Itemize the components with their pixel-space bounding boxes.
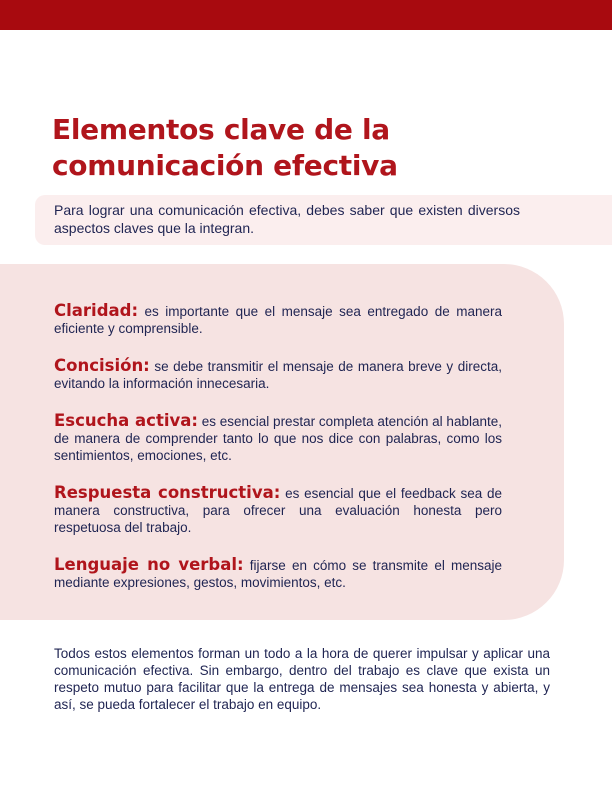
element-respuesta-constructiva [54, 484, 502, 536]
element-term: Respuesta constructiva: [54, 483, 281, 502]
closing-paragraph: Todos estos elementos forman un todo a la hora de querer impulsar y aplicar una comunicación efectiva. Sin embargo, dentro del trabajo es clave que exista un respeto mutuo para facilitar que la entrega de mensajes sea honesta y abierta, y así, se pueda fortalecer el trabajo en equipo. [54, 646, 550, 712]
element-term: Concisión: [54, 356, 150, 375]
element-term: Escucha activa: [54, 411, 198, 430]
element-claridad [54, 302, 502, 337]
element-description: fijarse en cómo se transmite el mensaje mediante expresiones, gestos, movimientos, etc. [54, 558, 503, 590]
element-term: Claridad: [54, 301, 139, 320]
element-term: Lenguaje no verbal: [54, 555, 244, 574]
intro-text: Para lograr una comunicación efectiva, debes saber que existen diversos aspectos claves que la integran. [54, 202, 520, 236]
element-concision [54, 357, 502, 392]
page-title: Elementos clave de la comunicación efectiva [52, 113, 398, 182]
element-description: es esencial que el feedback sea de manera constructiva, para ofrecer una evaluación honesta pero respetuosa del trabajo. [54, 486, 502, 535]
element-escucha-activa [54, 412, 502, 464]
element-description: es importante que el mensaje sea entregado de manera eficiente y comprensible. [54, 304, 502, 336]
top-accent-bar [0, 0, 612, 30]
element-lenguaje-no-verbal [54, 556, 502, 591]
element-description: se debe transmitir el mensaje de manera breve y directa, evitando la información innecesaria. [54, 359, 502, 391]
element-description: es esencial prestar completa atención al hablante, de manera de comprender tanto lo que nos dice con palabras, como los sentimientos, emociones, etc. [54, 414, 502, 463]
